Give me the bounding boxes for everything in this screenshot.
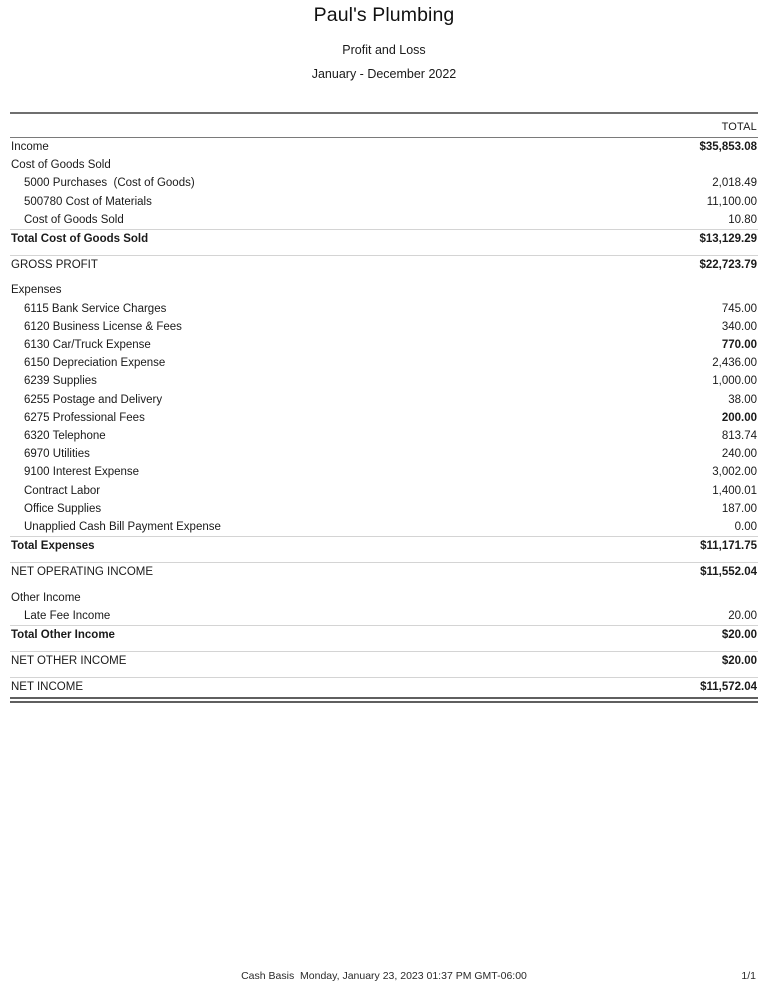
row-spacer [10, 555, 758, 563]
table-row [10, 537, 758, 556]
row-label: NET INCOME [10, 678, 598, 697]
table-row [10, 336, 758, 354]
row-label: Office Supplies [24, 502, 102, 515]
row-label: 500780 Cost of Materials [24, 195, 152, 208]
row-spacer [10, 670, 758, 678]
row-label: Cost of Goods Sold [11, 159, 111, 172]
table-row [10, 463, 758, 481]
row-amount: 3,002.00 [712, 466, 757, 479]
row-label: 6275 Professional Fees [24, 411, 145, 424]
row-amount: 813.74 [721, 430, 757, 443]
table-row [10, 518, 758, 537]
profit-and-loss-table [10, 112, 758, 697]
row-amount: 11,100.00 [706, 195, 757, 208]
row-amount [598, 156, 758, 174]
row-label: NET OTHER INCOME [10, 652, 598, 671]
row-spacer [10, 274, 758, 281]
row-spacer [10, 644, 758, 652]
row-label: 6320 Telephone [24, 430, 106, 443]
row-amount: $11,552.04 [598, 563, 758, 582]
table-row [10, 589, 758, 607]
footer-basis-timestamp: Cash Basis Monday, January 23, 2023 01:37 PM GMT-06:00 [241, 970, 527, 982]
table-row [10, 230, 758, 249]
row-amount: $13,129.29 [598, 230, 758, 249]
row-label: Unapplied Cash Bill Payment Expense [24, 521, 221, 534]
row-label: 6970 Utilities [24, 448, 90, 461]
row-amount: 38.00 [728, 393, 757, 406]
row-label: GROSS PROFIT [10, 256, 598, 275]
row-amount: $20.00 [598, 626, 758, 645]
row-spacer [10, 248, 758, 256]
table-row [10, 256, 758, 275]
row-label: Income [11, 141, 49, 153]
table-row [10, 174, 758, 192]
row-amount [598, 281, 758, 299]
table-row [10, 678, 758, 697]
row-label: Other Income [11, 591, 81, 604]
row-spacer [10, 582, 758, 589]
row-amount: 340.00 [721, 320, 757, 333]
row-label: 6255 Postage and Delivery [24, 393, 163, 406]
row-label: Late Fee Income [24, 609, 111, 622]
row-amount: 200.00 [721, 411, 757, 424]
row-amount: 1,400.01 [712, 484, 757, 497]
table-row [10, 626, 758, 645]
table-head [10, 113, 758, 138]
table-row [10, 318, 758, 336]
row-label: Total Cost of Goods Sold [10, 230, 598, 249]
table-row [10, 391, 758, 409]
row-amount: 10.80 [728, 213, 757, 226]
table-row [10, 211, 758, 230]
row-amount: 770.00 [721, 339, 757, 352]
table-bottom-rule [10, 697, 758, 703]
report-header [0, 0, 768, 83]
row-amount: $11,171.75 [598, 537, 758, 556]
row-amount: 187.00 [721, 502, 757, 515]
report-period: January - December 2022 [311, 67, 457, 81]
row-label: 6239 Supplies [24, 375, 97, 388]
row-amount: $22,723.79 [598, 256, 758, 275]
report-footer [0, 970, 768, 982]
table-row [10, 281, 758, 299]
table-row [10, 300, 758, 318]
column-header-row [10, 118, 758, 138]
row-label: 9100 Interest Expense [24, 466, 140, 479]
table-row [10, 354, 758, 372]
table-row [10, 156, 758, 174]
row-label: Contract Labor [24, 484, 101, 497]
row-amount: 0.00 [734, 521, 757, 534]
table-row [10, 427, 758, 445]
table-row [10, 607, 758, 626]
row-amount: 1,000.00 [712, 375, 757, 388]
table-row [10, 652, 758, 671]
table-row [10, 445, 758, 463]
table-row [10, 482, 758, 500]
row-label: 5000 Purchases (Cost of Goods) [24, 177, 195, 190]
row-label: Expenses [11, 284, 62, 297]
report-title: Profit and Loss [342, 43, 426, 57]
row-amount: 240.00 [721, 448, 757, 461]
row-amount: 2,018.49 [712, 177, 757, 190]
column-header-label [10, 118, 598, 138]
row-label: 6120 Business License & Fees [24, 320, 182, 333]
table-row [10, 372, 758, 390]
row-amount: 2,436.00 [712, 357, 757, 370]
row-label: NET OPERATING INCOME [10, 563, 598, 582]
row-label: Total Other Income [10, 626, 598, 645]
table-row [10, 563, 758, 582]
row-label: 6150 Depreciation Expense [24, 357, 166, 370]
row-amount: $11,572.04 [598, 678, 758, 697]
row-amount: $20.00 [598, 652, 758, 671]
table-row [10, 500, 758, 518]
table-row [10, 409, 758, 427]
row-amount: 20.00 [728, 609, 757, 622]
row-label: Cost of Goods Sold [24, 213, 124, 226]
footer-page-number: 1/1 [741, 970, 756, 982]
report-table-container [0, 112, 768, 697]
row-label: 6130 Car/Truck Expense [24, 339, 151, 352]
row-amount: 745.00 [721, 302, 757, 315]
company-name: Paul's Plumbing [313, 4, 455, 26]
row-label: 6115 Bank Service Charges [24, 302, 167, 315]
row-label: Total Expenses [10, 537, 598, 556]
column-header-total: TOTAL [598, 118, 758, 138]
row-amount: $35,853.08 [699, 141, 757, 153]
row-amount [598, 589, 758, 607]
table-body [10, 138, 758, 697]
table-row [10, 138, 758, 157]
table-row [10, 193, 758, 211]
